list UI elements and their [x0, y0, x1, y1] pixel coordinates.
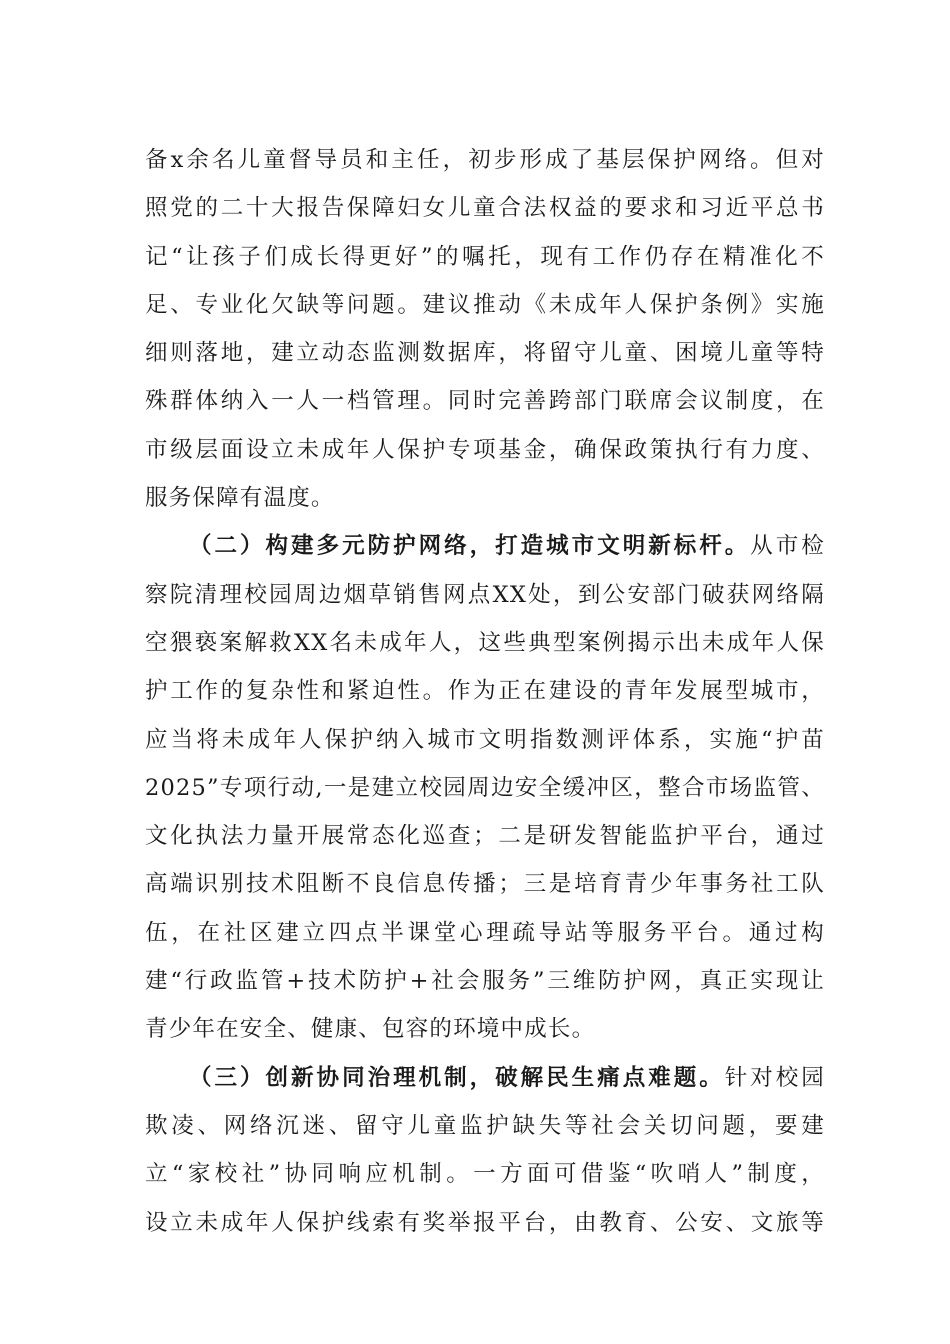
document-body [145, 136, 825, 1247]
paragraph-line: 察院清理校园周边烟草销售网点XX处，到公安部门破获网络隔 [145, 581, 825, 608]
paragraph-first-line [145, 1054, 825, 1102]
paragraph-line: 记“让孩子们成长得更好”的嘱托，现有工作仍存在精准化不 [145, 243, 825, 270]
paragraph-3 [145, 1054, 825, 1247]
paragraph-line: 高端识别技术阻断不良信息传播；三是培育青少年事务社工队 [145, 871, 825, 898]
section-heading: （二）构建多元防护网络，打造城市文明新标杆。 [189, 533, 751, 560]
paragraph-line: 细则落地，建立动态监测数据库，将留守儿童、困境儿童等特 [145, 340, 825, 367]
paragraph-line-rest: 从市检 [750, 533, 825, 560]
paragraph-line: 服务保障有温度。 [145, 485, 335, 512]
paragraph-line: 应当将未成年人保护纳入城市文明指数测评体系，实施“护苗 [145, 726, 825, 753]
paragraph-line: 伍，在社区建立四点半课堂心理疏导站等服务平台。通过构 [145, 919, 825, 946]
paragraph-line: 殊群体纳入一人一档管理。同时完善跨部门联席会议制度，在 [145, 388, 825, 415]
paragraph-2 [145, 522, 825, 1053]
paragraph-line: 空猥亵案解救XX名未成年人，这些典型案例揭示出未成年人保 [145, 629, 825, 656]
paragraph-line: 设立未成年人保护线索有奖举报平台，由教育、公安、文旅等 [145, 1209, 825, 1236]
paragraph-line: 立“家校社”协同响应机制。一方面可借鉴“吹哨人”制度， [145, 1161, 825, 1188]
paragraph-line: 足、专业化欠缺等问题。建议推动《未成年人保护条例》实施 [145, 291, 825, 318]
paragraph-line: 文化执法力量开展常态化巡查；二是研发智能监护平台，通过 [145, 823, 825, 850]
section-heading: （三）创新协同治理机制，破解民生痛点难题。 [189, 1064, 725, 1091]
paragraph-1 [145, 136, 825, 522]
paragraph-line-rest: 针对校园 [724, 1064, 825, 1091]
paragraph-line: 建“行政监管+技术防护+社会服务”三维防护网，真正实现让 [145, 968, 825, 995]
paragraph-first-line [145, 522, 825, 570]
paragraph-line: 青少年在安全、健康、包容的环境中成长。 [145, 1016, 596, 1043]
paragraph-line: 2025”专项行动,一是建立校园周边安全缓冲区，整合市场监管、 [145, 774, 825, 801]
paragraph-line: 市级层面设立未成年人保护专项基金，确保政策执行有力度、 [145, 436, 825, 463]
paragraph-line: 照党的二十大报告保障妇女儿童合法权益的要求和习近平总书 [145, 195, 825, 222]
paragraph-line: 欺凌、网络沉迷、留守儿童监护缺失等社会关切问题，要建 [145, 1112, 825, 1139]
paragraph-line: 护工作的复杂性和紧迫性。作为正在建设的青年发展型城市， [145, 678, 825, 705]
paragraph-line: 备x余名儿童督导员和主任，初步形成了基层保护网络。但对 [145, 147, 825, 173]
